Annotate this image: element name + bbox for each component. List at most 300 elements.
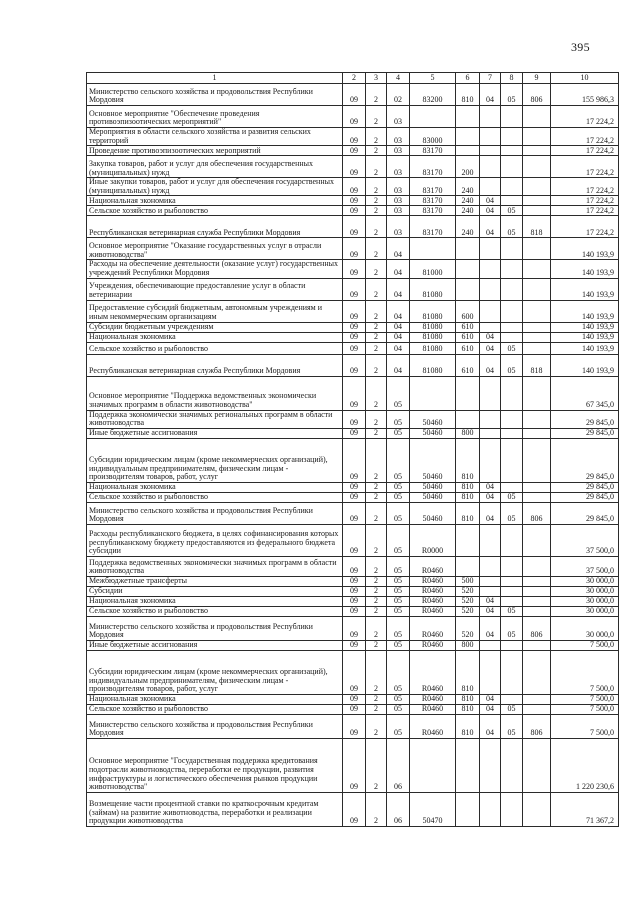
section-code-cell: 09 xyxy=(343,84,366,106)
section-code-cell: 09 xyxy=(343,438,366,482)
table-body xyxy=(87,84,619,827)
ministry-code-cell: 806 xyxy=(523,84,551,106)
section-code-cell: 09 xyxy=(343,650,366,694)
event-code-cell: 03 xyxy=(387,206,410,216)
amount-cell: 7 500,0 xyxy=(551,704,619,714)
section-code-cell: 09 xyxy=(343,586,366,596)
subprogram-code-cell: 2 xyxy=(366,556,387,576)
ministry-code-cell xyxy=(523,238,551,260)
expense-type-code-cell: 810 xyxy=(456,84,480,106)
amount-cell: 1 220 230,6 xyxy=(551,738,619,792)
section-code-cell: 09 xyxy=(343,146,366,156)
amount-cell: 71 367,2 xyxy=(551,792,619,826)
ministry-code-cell xyxy=(523,260,551,278)
amount-cell: 17 224,2 xyxy=(551,196,619,206)
expense-type-code-cell xyxy=(456,556,480,576)
subprogram-code-cell: 2 xyxy=(366,616,387,640)
subchapter-code-cell: 05 xyxy=(501,714,523,738)
ministry-code-cell xyxy=(523,524,551,556)
table-row xyxy=(87,376,619,410)
direction-code-cell: 81080 xyxy=(410,342,456,354)
subprogram-code-cell: 2 xyxy=(366,146,387,156)
page-number: 395 xyxy=(571,40,590,54)
expense-type-code-cell: 240 xyxy=(456,196,480,206)
expense-type-code-cell: 520 xyxy=(456,616,480,640)
expense-type-code-cell: 240 xyxy=(456,216,480,238)
direction-code-cell: R0460 xyxy=(410,576,456,586)
event-code-cell: 05 xyxy=(387,410,410,428)
chapter-code-cell xyxy=(480,300,501,322)
ministry-code-cell xyxy=(523,704,551,714)
subchapter-code-cell xyxy=(501,178,523,196)
direction-code-cell xyxy=(410,376,456,410)
subchapter-code-cell: 05 xyxy=(501,704,523,714)
expense-type-code-cell xyxy=(456,128,480,146)
amount-cell: 17 224,2 xyxy=(551,206,619,216)
ministry-code-cell xyxy=(523,300,551,322)
table-row xyxy=(87,354,619,376)
section-code-cell: 09 xyxy=(343,640,366,650)
ministry-code-cell xyxy=(523,596,551,606)
row-name-cell: Основное мероприятие "Поддержка ведомственных экономически значимых программ в области животноводства" xyxy=(87,376,343,410)
row-name-cell: Поддержка экономически значимых региональных программ в области животноводства xyxy=(87,410,343,428)
header-cell: 1 xyxy=(87,73,343,84)
chapter-code-cell xyxy=(480,322,501,332)
subchapter-code-cell xyxy=(501,410,523,428)
ministry-code-cell xyxy=(523,206,551,216)
row-name-cell: Субсидии юридическим лицам (кроме некоммерческих организаций), индивидуальным предпринимателям, физическим лицам - производителям товаров, работ, услуг xyxy=(87,438,343,482)
chapter-code-cell: 04 xyxy=(480,332,501,342)
subchapter-code-cell xyxy=(501,196,523,206)
table-row xyxy=(87,616,619,640)
ministry-code-cell: 806 xyxy=(523,714,551,738)
table-row xyxy=(87,428,619,438)
subprogram-code-cell: 2 xyxy=(366,128,387,146)
expense-type-code-cell xyxy=(456,410,480,428)
expense-type-code-cell: 810 xyxy=(456,704,480,714)
chapter-code-cell: 04 xyxy=(480,342,501,354)
row-name-cell: Сельское хозяйство и рыболовство xyxy=(87,492,343,502)
direction-code-cell: R0460 xyxy=(410,714,456,738)
section-code-cell: 09 xyxy=(343,354,366,376)
subchapter-code-cell: 05 xyxy=(501,84,523,106)
expense-type-code-cell: 610 xyxy=(456,322,480,332)
amount-cell: 17 224,2 xyxy=(551,106,619,128)
ministry-code-cell xyxy=(523,342,551,354)
subprogram-code-cell: 2 xyxy=(366,342,387,354)
subchapter-code-cell xyxy=(501,300,523,322)
expense-type-code-cell: 240 xyxy=(456,206,480,216)
event-code-cell: 05 xyxy=(387,492,410,502)
amount-cell: 140 193,9 xyxy=(551,322,619,332)
header-cell: 6 xyxy=(456,73,480,84)
expense-type-code-cell xyxy=(456,524,480,556)
amount-cell: 29 845,0 xyxy=(551,482,619,492)
subchapter-code-cell xyxy=(501,556,523,576)
chapter-code-cell: 04 xyxy=(480,616,501,640)
section-code-cell: 09 xyxy=(343,260,366,278)
amount-cell: 7 500,0 xyxy=(551,640,619,650)
amount-cell: 140 193,9 xyxy=(551,278,619,300)
event-code-cell: 05 xyxy=(387,524,410,556)
direction-code-cell: R0460 xyxy=(410,694,456,704)
table-row xyxy=(87,238,619,260)
expense-type-code-cell xyxy=(456,792,480,826)
header-cell: 3 xyxy=(366,73,387,84)
table-row xyxy=(87,524,619,556)
expense-type-code-cell: 810 xyxy=(456,438,480,482)
section-code-cell: 09 xyxy=(343,482,366,492)
table-row xyxy=(87,216,619,238)
ministry-code-cell xyxy=(523,376,551,410)
ministry-code-cell xyxy=(523,556,551,576)
section-code-cell: 09 xyxy=(343,738,366,792)
row-name-cell: Министерство сельского хозяйства и продовольствия Республики Мордовия xyxy=(87,502,343,524)
section-code-cell: 09 xyxy=(343,278,366,300)
subchapter-code-cell xyxy=(501,238,523,260)
direction-code-cell: 83000 xyxy=(410,128,456,146)
amount-cell: 140 193,9 xyxy=(551,342,619,354)
direction-code-cell xyxy=(410,738,456,792)
row-name-cell: Национальная экономика xyxy=(87,332,343,342)
ministry-code-cell xyxy=(523,146,551,156)
subchapter-code-cell: 05 xyxy=(501,354,523,376)
subchapter-code-cell xyxy=(501,260,523,278)
amount-cell: 7 500,0 xyxy=(551,714,619,738)
expense-type-code-cell: 810 xyxy=(456,482,480,492)
subprogram-code-cell: 2 xyxy=(366,502,387,524)
header-cell: 10 xyxy=(551,73,619,84)
expense-type-code-cell xyxy=(456,106,480,128)
chapter-code-cell xyxy=(480,376,501,410)
chapter-code-cell: 04 xyxy=(480,492,501,502)
subchapter-code-cell: 05 xyxy=(501,616,523,640)
section-code-cell: 09 xyxy=(343,376,366,410)
subchapter-code-cell xyxy=(501,586,523,596)
direction-code-cell: R0460 xyxy=(410,616,456,640)
amount-cell: 67 345,0 xyxy=(551,376,619,410)
table-row xyxy=(87,278,619,300)
event-code-cell: 05 xyxy=(387,576,410,586)
amount-cell: 29 845,0 xyxy=(551,438,619,482)
row-name-cell: Сельское хозяйство и рыболовство xyxy=(87,342,343,354)
table-row xyxy=(87,640,619,650)
direction-code-cell: 81080 xyxy=(410,332,456,342)
direction-code-cell: 81080 xyxy=(410,278,456,300)
subchapter-code-cell xyxy=(501,738,523,792)
amount-cell: 140 193,9 xyxy=(551,260,619,278)
row-name-cell: Субсидии xyxy=(87,586,343,596)
subchapter-code-cell xyxy=(501,482,523,492)
event-code-cell: 05 xyxy=(387,606,410,616)
ministry-code-cell xyxy=(523,278,551,300)
subchapter-code-cell xyxy=(501,332,523,342)
row-name-cell: Национальная экономика xyxy=(87,694,343,704)
amount-cell: 30 000,0 xyxy=(551,586,619,596)
table-row xyxy=(87,196,619,206)
chapter-code-cell xyxy=(480,178,501,196)
ministry-code-cell xyxy=(523,792,551,826)
direction-code-cell: R0460 xyxy=(410,704,456,714)
ministry-code-cell xyxy=(523,586,551,596)
header-row xyxy=(87,73,619,84)
row-name-cell: Основное мероприятие "Государственная поддержка кредитования подотрасли животноводства, переработки ее продукции, развития инфраструктуры и логистического обеспечения рынков продукции животноводства" xyxy=(87,738,343,792)
row-name-cell: Министерство сельского хозяйства и продовольствия Республики Мордовия xyxy=(87,84,343,106)
section-code-cell: 09 xyxy=(343,206,366,216)
table-row xyxy=(87,738,619,792)
subchapter-code-cell xyxy=(501,438,523,482)
row-name-cell: Возмещение части процентной ставки по краткосрочным кредитам (займам) на развитие животноводства, переработки и реализации продукции животноводства xyxy=(87,792,343,826)
subchapter-code-cell: 05 xyxy=(501,216,523,238)
expense-type-code-cell: 810 xyxy=(456,502,480,524)
subchapter-code-cell: 05 xyxy=(501,342,523,354)
expense-type-code-cell: 200 xyxy=(456,156,480,178)
direction-code-cell: R0460 xyxy=(410,586,456,596)
subchapter-code-cell xyxy=(501,106,523,128)
amount-cell: 140 193,9 xyxy=(551,354,619,376)
event-code-cell: 04 xyxy=(387,260,410,278)
event-code-cell: 05 xyxy=(387,714,410,738)
direction-code-cell: R0460 xyxy=(410,640,456,650)
chapter-code-cell xyxy=(480,524,501,556)
amount-cell: 17 224,2 xyxy=(551,146,619,156)
ministry-code-cell xyxy=(523,606,551,616)
subprogram-code-cell: 2 xyxy=(366,738,387,792)
subprogram-code-cell: 2 xyxy=(366,482,387,492)
ministry-code-cell xyxy=(523,482,551,492)
row-name-cell: Республиканская ветеринарная служба Республики Мордовия xyxy=(87,216,343,238)
table-row xyxy=(87,260,619,278)
expense-type-code-cell: 610 xyxy=(456,342,480,354)
expense-type-code-cell: 500 xyxy=(456,576,480,586)
event-code-cell: 05 xyxy=(387,694,410,704)
ministry-code-cell xyxy=(523,650,551,694)
section-code-cell: 09 xyxy=(343,128,366,146)
chapter-code-cell: 04 xyxy=(480,694,501,704)
row-name-cell: Мероприятия в области сельского хозяйства и развития сельских территорий xyxy=(87,128,343,146)
subchapter-code-cell xyxy=(501,128,523,146)
amount-cell: 37 500,0 xyxy=(551,524,619,556)
table-row xyxy=(87,650,619,694)
amount-cell: 30 000,0 xyxy=(551,576,619,586)
ministry-code-cell xyxy=(523,128,551,146)
ministry-code-cell xyxy=(523,492,551,502)
chapter-code-cell xyxy=(480,792,501,826)
chapter-code-cell xyxy=(480,576,501,586)
chapter-code-cell: 04 xyxy=(480,216,501,238)
event-code-cell: 05 xyxy=(387,428,410,438)
table-row xyxy=(87,156,619,178)
section-code-cell: 09 xyxy=(343,238,366,260)
table-row xyxy=(87,694,619,704)
amount-cell: 30 000,0 xyxy=(551,616,619,640)
expense-type-code-cell: 810 xyxy=(456,694,480,704)
amount-cell: 7 500,0 xyxy=(551,650,619,694)
event-code-cell: 04 xyxy=(387,342,410,354)
table-row xyxy=(87,128,619,146)
amount-cell: 140 193,9 xyxy=(551,238,619,260)
ministry-code-cell xyxy=(523,428,551,438)
row-name-cell: Министерство сельского хозяйства и продовольствия Республики Мордовия xyxy=(87,616,343,640)
event-code-cell: 05 xyxy=(387,556,410,576)
expense-type-code-cell xyxy=(456,376,480,410)
row-name-cell: Межбюджетные трансферты xyxy=(87,576,343,586)
chapter-code-cell xyxy=(480,438,501,482)
section-code-cell: 09 xyxy=(343,606,366,616)
section-code-cell: 09 xyxy=(343,704,366,714)
ministry-code-cell: 818 xyxy=(523,216,551,238)
row-name-cell: Основное мероприятие "Оказание государственных услуг в отрасли животноводства" xyxy=(87,238,343,260)
expense-type-code-cell: 520 xyxy=(456,586,480,596)
row-name-cell: Учреждения, обеспечивающие предоставление услуг в области ветеринарии xyxy=(87,278,343,300)
budget-table xyxy=(86,72,619,827)
direction-code-cell: R0460 xyxy=(410,556,456,576)
section-code-cell: 09 xyxy=(343,106,366,128)
subchapter-code-cell xyxy=(501,694,523,704)
table-row xyxy=(87,206,619,216)
subchapter-code-cell xyxy=(501,650,523,694)
subchapter-code-cell xyxy=(501,278,523,300)
chapter-code-cell xyxy=(480,428,501,438)
chapter-code-cell xyxy=(480,238,501,260)
table-row xyxy=(87,586,619,596)
row-name-cell: Иные закупки товаров, работ и услуг для обеспечения государственных (муниципальных) нужд xyxy=(87,178,343,196)
chapter-code-cell xyxy=(480,410,501,428)
event-code-cell: 05 xyxy=(387,438,410,482)
row-name-cell: Основное мероприятие "Обеспечение проведения противоэпизоотических мероприятий" xyxy=(87,106,343,128)
chapter-code-cell: 04 xyxy=(480,596,501,606)
event-code-cell: 03 xyxy=(387,146,410,156)
ministry-code-cell xyxy=(523,332,551,342)
subchapter-code-cell: 05 xyxy=(501,492,523,502)
expense-type-code-cell: 810 xyxy=(456,492,480,502)
ministry-code-cell xyxy=(523,196,551,206)
subchapter-code-cell xyxy=(501,596,523,606)
chapter-code-cell: 04 xyxy=(480,502,501,524)
table-row xyxy=(87,342,619,354)
chapter-code-cell xyxy=(480,650,501,694)
ministry-code-cell xyxy=(523,410,551,428)
table-row xyxy=(87,482,619,492)
row-name-cell: Иные бюджетные ассигнования xyxy=(87,640,343,650)
chapter-code-cell xyxy=(480,738,501,792)
event-code-cell: 05 xyxy=(387,650,410,694)
section-code-cell: 09 xyxy=(343,492,366,502)
direction-code-cell: 50460 xyxy=(410,482,456,492)
subprogram-code-cell: 2 xyxy=(366,354,387,376)
subprogram-code-cell: 2 xyxy=(366,694,387,704)
row-name-cell: Министерство сельского хозяйства и продовольствия Республики Мордовия xyxy=(87,714,343,738)
section-code-cell: 09 xyxy=(343,342,366,354)
subprogram-code-cell: 2 xyxy=(366,438,387,482)
subprogram-code-cell: 2 xyxy=(366,196,387,206)
event-code-cell: 04 xyxy=(387,354,410,376)
section-code-cell: 09 xyxy=(343,596,366,606)
section-code-cell: 09 xyxy=(343,694,366,704)
table-row xyxy=(87,146,619,156)
section-code-cell: 09 xyxy=(343,410,366,428)
chapter-code-cell: 04 xyxy=(480,206,501,216)
subprogram-code-cell: 2 xyxy=(366,606,387,616)
subprogram-code-cell: 2 xyxy=(366,156,387,178)
direction-code-cell: R0460 xyxy=(410,606,456,616)
subprogram-code-cell: 2 xyxy=(366,206,387,216)
direction-code-cell: 81080 xyxy=(410,322,456,332)
section-code-cell: 09 xyxy=(343,556,366,576)
event-code-cell: 03 xyxy=(387,156,410,178)
table-row xyxy=(87,84,619,106)
section-code-cell: 09 xyxy=(343,322,366,332)
amount-cell: 17 224,2 xyxy=(551,128,619,146)
row-name-cell: Проведение противоэпизоотических мероприятий xyxy=(87,146,343,156)
table-row xyxy=(87,556,619,576)
subprogram-code-cell: 2 xyxy=(366,586,387,596)
expense-type-code-cell: 240 xyxy=(456,178,480,196)
subchapter-code-cell xyxy=(501,146,523,156)
amount-cell: 140 193,9 xyxy=(551,300,619,322)
subprogram-code-cell: 2 xyxy=(366,84,387,106)
direction-code-cell: 83170 xyxy=(410,146,456,156)
subprogram-code-cell: 2 xyxy=(366,714,387,738)
table-row xyxy=(87,332,619,342)
chapter-code-cell xyxy=(480,156,501,178)
direction-code-cell: R0460 xyxy=(410,596,456,606)
row-name-cell: Национальная экономика xyxy=(87,196,343,206)
section-code-cell: 09 xyxy=(343,332,366,342)
table-row xyxy=(87,606,619,616)
ministry-code-cell xyxy=(523,106,551,128)
event-code-cell: 04 xyxy=(387,300,410,322)
chapter-code-cell xyxy=(480,260,501,278)
subprogram-code-cell: 2 xyxy=(366,260,387,278)
event-code-cell: 05 xyxy=(387,586,410,596)
subprogram-code-cell: 2 xyxy=(366,322,387,332)
subprogram-code-cell: 2 xyxy=(366,492,387,502)
chapter-code-cell: 04 xyxy=(480,704,501,714)
event-code-cell: 05 xyxy=(387,616,410,640)
direction-code-cell: 50460 xyxy=(410,502,456,524)
event-code-cell: 02 xyxy=(387,84,410,106)
amount-cell: 140 193,9 xyxy=(551,332,619,342)
expense-type-code-cell: 810 xyxy=(456,650,480,694)
table-row xyxy=(87,438,619,482)
section-code-cell: 09 xyxy=(343,216,366,238)
amount-cell: 30 000,0 xyxy=(551,596,619,606)
event-code-cell: 03 xyxy=(387,106,410,128)
subchapter-code-cell: 05 xyxy=(501,606,523,616)
direction-code-cell: 50460 xyxy=(410,410,456,428)
direction-code-cell: 83170 xyxy=(410,206,456,216)
direction-code-cell: 50460 xyxy=(410,492,456,502)
event-code-cell: 05 xyxy=(387,376,410,410)
row-name-cell: Республиканская ветеринарная служба Республики Мордовия xyxy=(87,354,343,376)
event-code-cell: 05 xyxy=(387,596,410,606)
chapter-code-cell: 04 xyxy=(480,354,501,376)
amount-cell: 17 224,2 xyxy=(551,216,619,238)
chapter-code-cell: 04 xyxy=(480,196,501,206)
direction-code-cell: 50470 xyxy=(410,792,456,826)
event-code-cell: 04 xyxy=(387,332,410,342)
subprogram-code-cell: 2 xyxy=(366,640,387,650)
expense-type-code-cell xyxy=(456,238,480,260)
event-code-cell: 04 xyxy=(387,322,410,332)
subchapter-code-cell xyxy=(501,792,523,826)
expense-type-code-cell: 610 xyxy=(456,332,480,342)
subprogram-code-cell: 2 xyxy=(366,524,387,556)
chapter-code-cell: 04 xyxy=(480,84,501,106)
expense-type-code-cell xyxy=(456,278,480,300)
expense-type-code-cell xyxy=(456,260,480,278)
